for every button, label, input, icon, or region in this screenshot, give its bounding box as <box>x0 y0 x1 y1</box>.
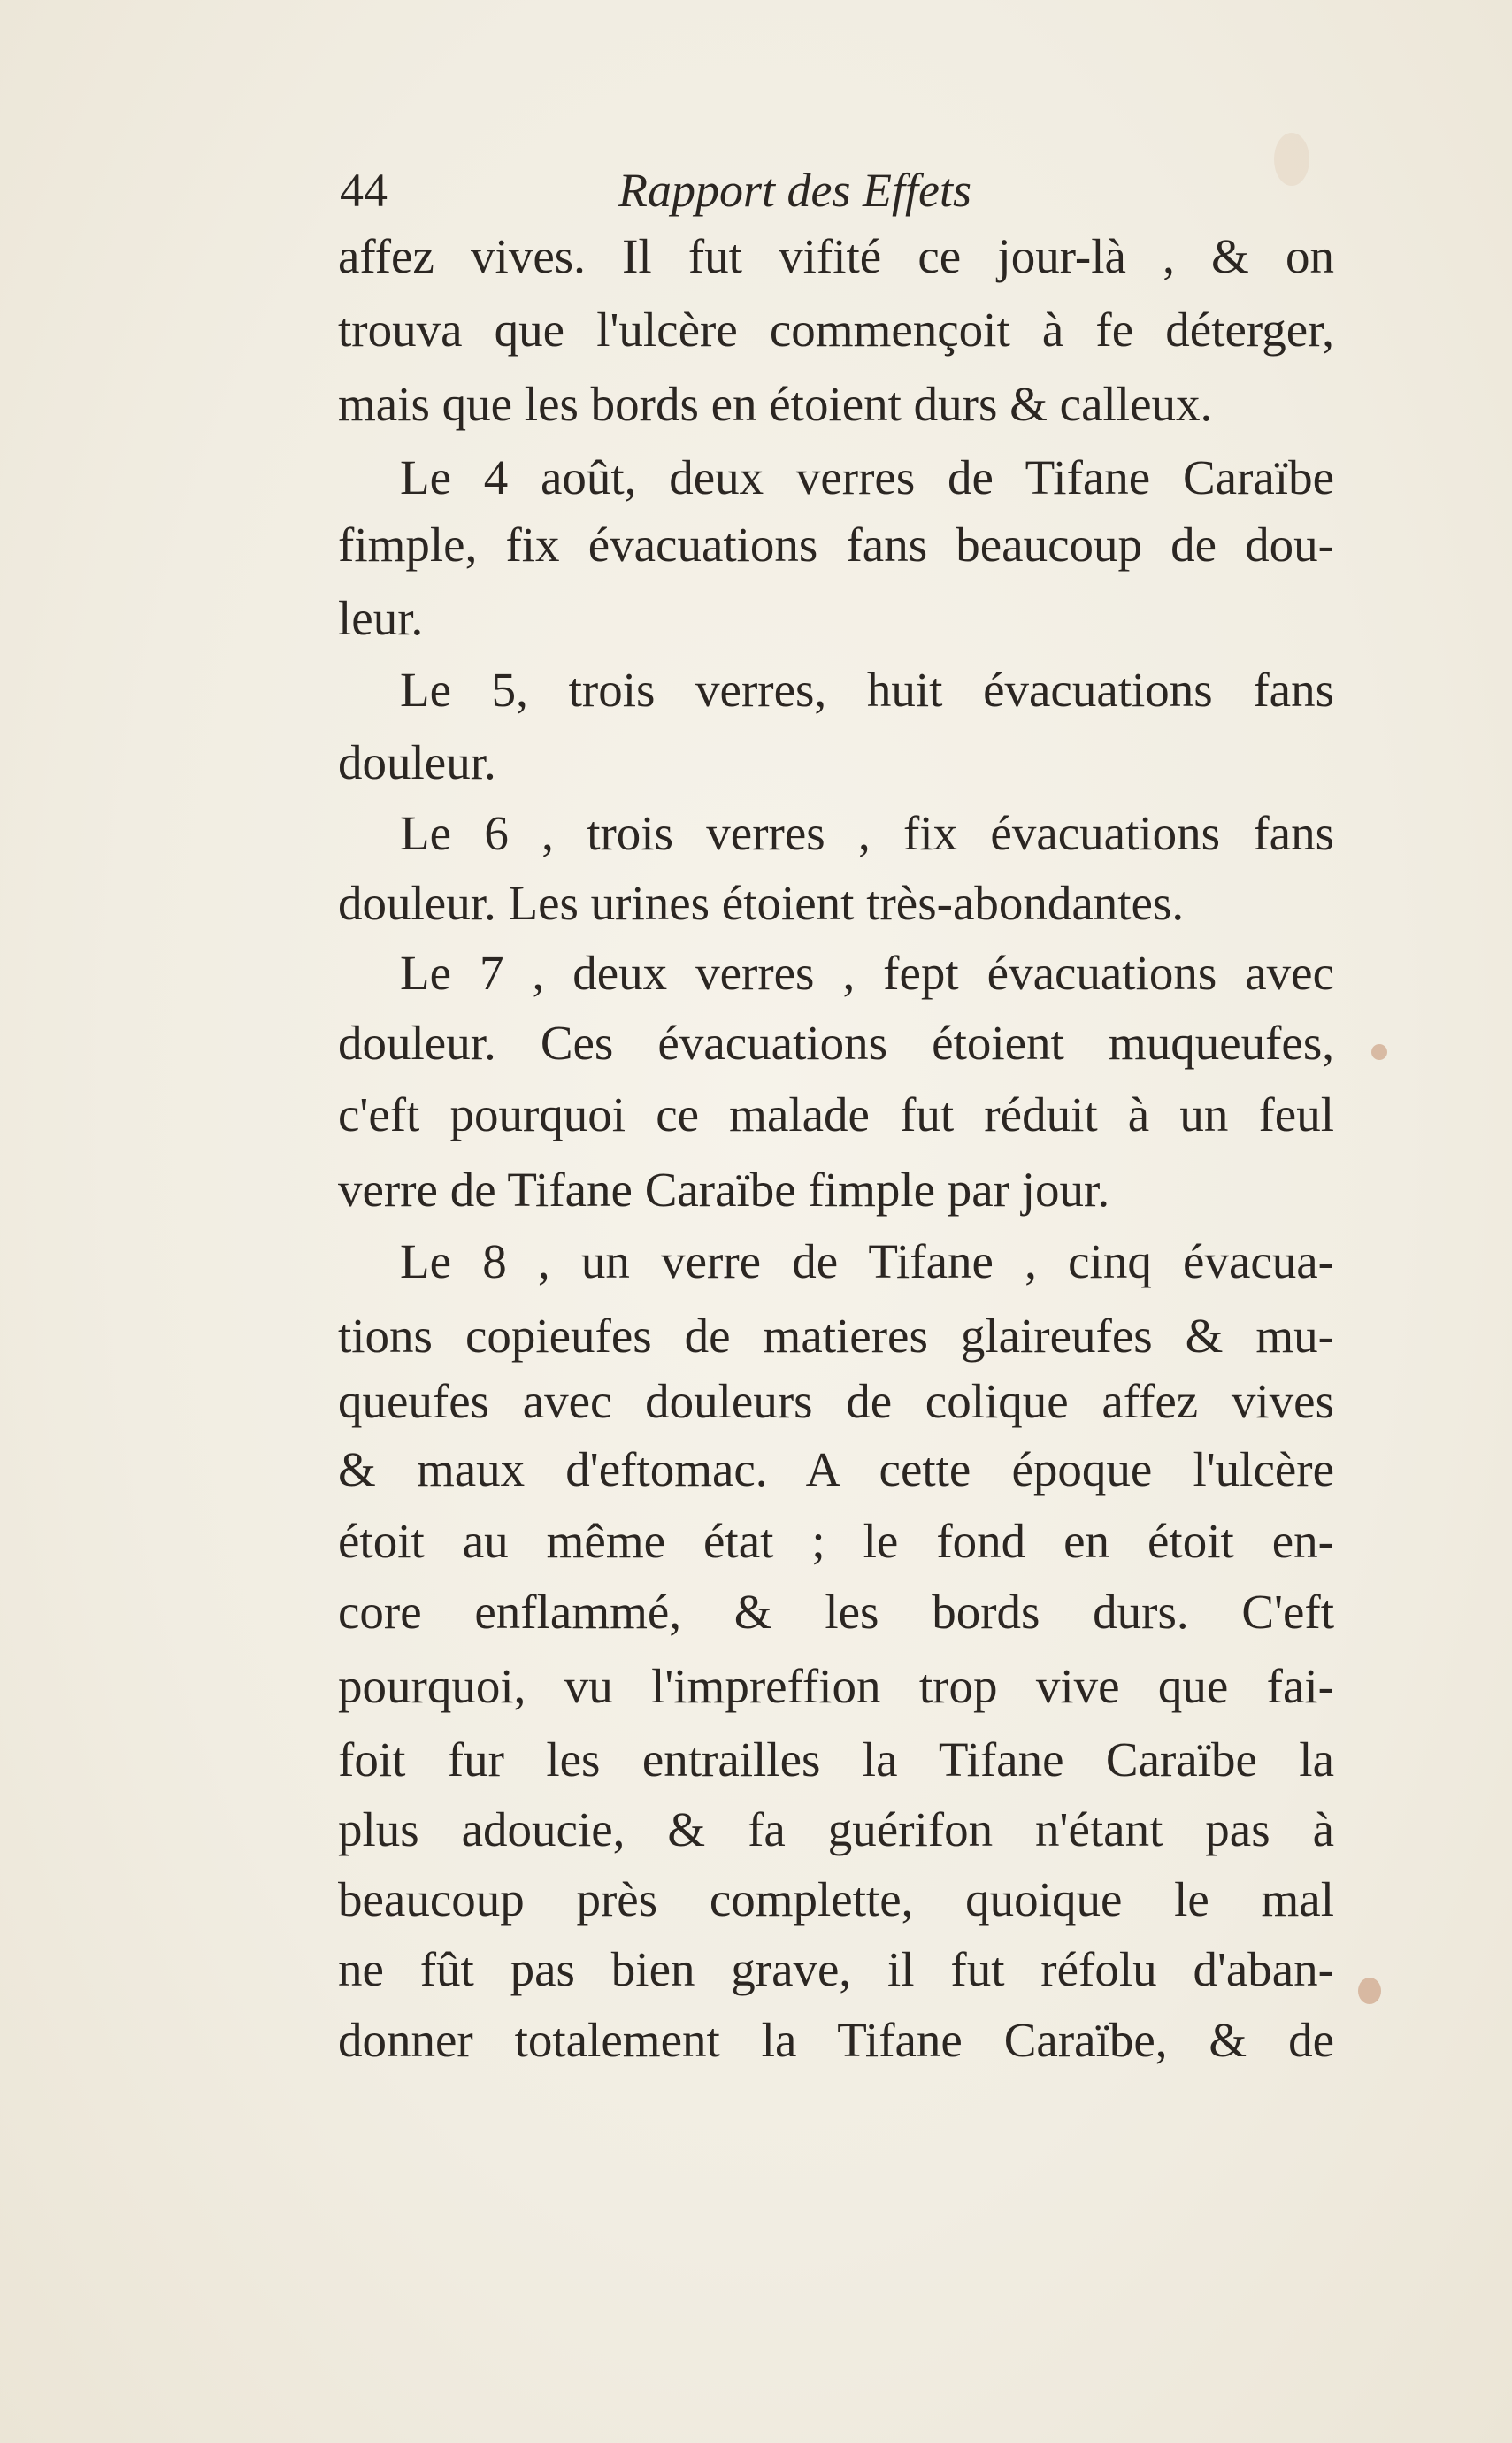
text-line: core enflammé, & les bords durs. C'eft <box>338 1585 1334 1639</box>
text-line: trouva que l'ulcère commençoit à fe déterger, <box>338 303 1334 357</box>
text-line: foit fur les entrailles la Tifane Caraïbe la <box>338 1732 1334 1786</box>
text-line: douleur. Ces évacuations étoient muqueufes, <box>338 1016 1334 1070</box>
text-line: douleur. Les urines étoient très-abondantes. <box>338 876 1185 930</box>
text-line: plus adoucie, & fa guérifon n'étant pas à <box>338 1802 1334 1856</box>
running-title: Rapport des Effets <box>618 164 971 217</box>
text-line: ne fût pas bien grave, il fut réfolu d'aban- <box>338 1942 1334 1996</box>
text-line: leur. <box>338 591 424 645</box>
foxing-stain <box>1371 1044 1387 1060</box>
text-line: Le 5, trois verres, huit évacuations fans <box>400 663 1334 717</box>
text-line: Le 8 , un verre de Tifane , cinq évacua- <box>400 1234 1334 1288</box>
text-line: affez vives. Il fut vifité ce jour-là , & on <box>338 229 1334 283</box>
text-line: Le 4 août, deux verres de Tifane Caraïbe <box>400 450 1334 504</box>
foxing-stain <box>1274 133 1309 186</box>
text-line: douleur. <box>338 735 496 789</box>
foxing-stain <box>1358 1978 1381 2004</box>
text-line: c'eft pourquoi ce malade fut réduit à un feul <box>338 1087 1334 1141</box>
page-number: 44 <box>340 164 388 217</box>
text-line: pourquoi, vu l'impreffion trop vive que fai- <box>338 1659 1334 1713</box>
text-line: verre de Tifane Caraïbe fimple par jour. <box>338 1163 1110 1217</box>
text-line: tions copieufes de matieres glaireufes & mu- <box>338 1309 1334 1363</box>
text-line: beaucoup près complette, quoique le mal <box>338 1872 1334 1926</box>
text-line: & maux d'eftomac. A cette époque l'ulcère <box>338 1442 1334 1496</box>
text-line: Le 7 , deux verres , fept évacuations avec <box>400 946 1334 1000</box>
text-line: mais que les bords en étoient durs & calleux. <box>338 377 1213 431</box>
text-line: queufes avec douleurs de colique affez vives <box>338 1374 1334 1428</box>
text-line: étoit au même état ; le fond en étoit en- <box>338 1514 1334 1568</box>
running-header <box>340 159 1048 221</box>
text-line: Le 6 , trois verres , fix évacuations fans <box>400 806 1334 860</box>
text-line: donner totalement la Tifane Caraïbe, & de <box>338 2013 1334 2067</box>
text-line: fimple, fix évacuations fans beaucoup de dou- <box>338 518 1334 572</box>
